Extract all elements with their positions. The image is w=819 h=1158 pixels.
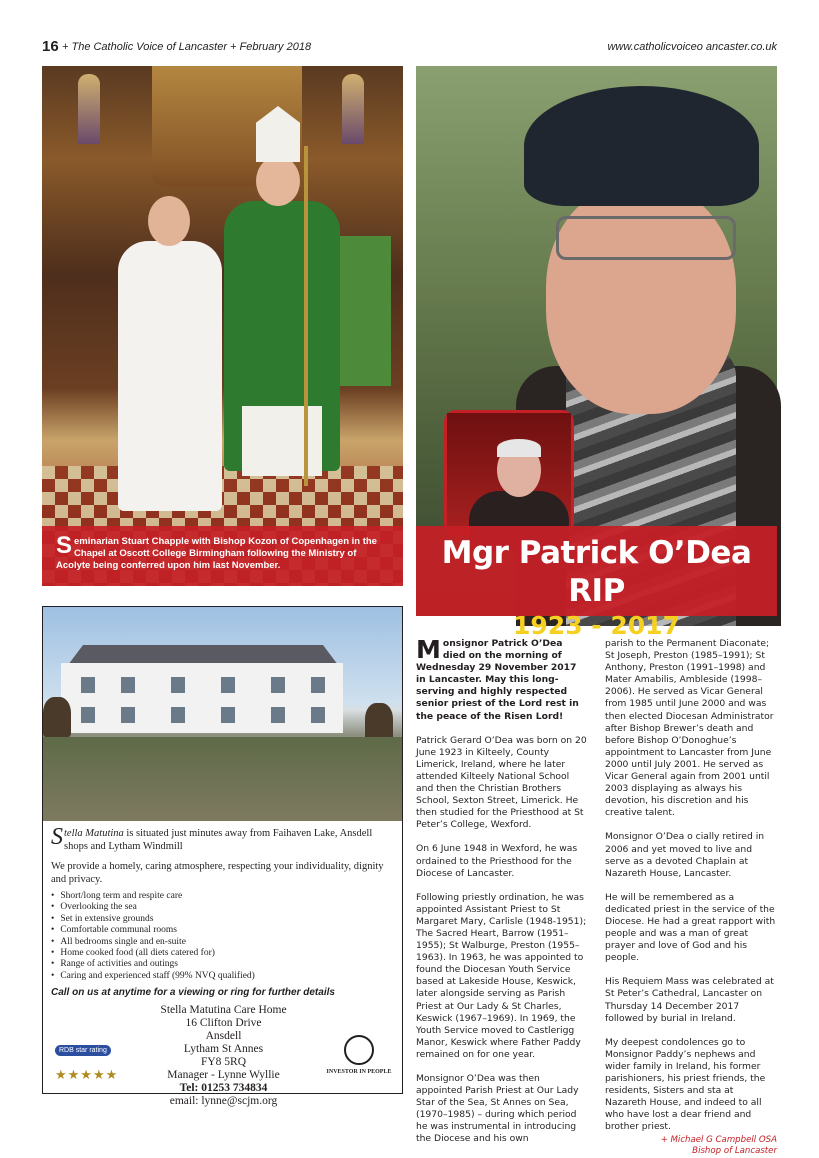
care-home-advert [42, 606, 403, 1108]
paragraph: On 6 June 1948 in Wexford, he was ordained to the Priesthood for the Diocese of Lancaster. [416, 843, 578, 879]
list-item: • Comfortable communal rooms [51, 925, 396, 936]
star-rating [55, 1047, 125, 1083]
paragraph: Patrick Gerard O’Dea was born on 20 June 1923 in Kilteely, County Limerick, Ireland, where he later attended Kilteely National School and then the Christian Brothers School, Sexton Street, Limerick. He then studied for the Priesthood at St Peter’s College, Wexford. [416, 734, 587, 831]
photo-caption [42, 526, 403, 586]
wreath-icon [344, 1035, 374, 1065]
flat-cap [524, 86, 759, 206]
bishop-figure [222, 106, 342, 506]
paragraph: Monsignor O’Dea o cially retired in 2006 and yet moved to live and serve as a devoted Chaplain at Nazareth House, Lancaster. [605, 831, 765, 879]
list-item: • Range of activities and outings [51, 959, 396, 970]
list-item: • Short/long term and respite care [51, 891, 396, 902]
rating-stars: ★★★★★ [55, 1067, 119, 1082]
article-column-1 [416, 635, 588, 1158]
signature-title: Bishop of Lancaster [692, 1146, 777, 1157]
advert-intro: Stella Matutina is situated just minutes away from Faihaven Lake, Ansdell shops and Lytham Windmill [51, 824, 373, 852]
email-address: email: lynne@scjm.org [169, 1095, 278, 1108]
caption-text: eminarian Stuart Chapple with Bishop Kozon of Copenhagen in the Chapel at Oscott College Birmingham following the Ministry of Acolyte being conferred upon him last November. [56, 536, 377, 571]
obituary-title: Mgr Patrick O’Dea RIP [441, 535, 752, 609]
signature [605, 1135, 777, 1157]
paragraph: He will be remembered as a dedicated priest in the service of the Diocese. He had a great rapport with people and was a man of great prayer and love of God and his people. [605, 891, 776, 964]
paragraph: parish to the Permanent Diaconate; St Joseph, Preston (1985–1991); St Anthony, Preston (1991–1998) and Mater Amabilis, Ambleside (1998–2006). He served as Vicar General from 1985 until June 2000 and was then elected Diocesan Administrator after Bishop Brewer’s death and before Bishop O’Donoghue’s appointment to Lancaster from June 2000 until July 2001. He served as Vicar General again from 2001 until 2003 displaying as always his devotion, his discretion and his creative talent. [605, 638, 774, 819]
page-number: 16 [42, 38, 59, 55]
phone-number: Tel: 01253 734834 [179, 1082, 268, 1095]
obituary-title-band [416, 526, 777, 640]
list-item: • Set in extensive grounds [51, 914, 396, 925]
list-item: • Home cooked food (all diets catered for) [51, 948, 396, 959]
feature-list [51, 891, 396, 982]
masthead: + The Catholic Voice of Lancaster + February 2018 [62, 41, 312, 53]
lead-drop-cap: M [416, 635, 441, 664]
seminarian-figure [110, 166, 230, 516]
call-to-action: Call on us at anytime for a viewing or ring for further details [51, 987, 335, 999]
list-item: • Caring and experienced staff (99% NVQ qualified) [51, 971, 396, 982]
signature-name: + Michael G Campbell OSA [660, 1135, 777, 1146]
paragraph: My deepest condolences go to Monsignor Paddy’s nephews and wider family in Ireland, his former parishioners, his priest friends, the residents, Sisters and sta at Nazareth House, and indeed to all who have lost a dear friend and brother priest. [605, 1036, 766, 1133]
lawn [43, 737, 402, 821]
list-item: • All bedrooms single and en-suite [51, 937, 396, 948]
inset-portrait [444, 410, 574, 536]
article-column-2 [605, 638, 777, 1157]
paragraph: Monsignor O’Dea was then appointed Parish Priest at Our Lady Star of the Sea, St Annes on Sea, (1970–1985) – during which period he was instrumental in introducing the Diocese and his own [416, 1073, 579, 1145]
investor-in-people-logo: INVESTOR IN PEOPLE [319, 1035, 399, 1075]
caption-drop-cap: S [56, 532, 73, 559]
page-header [42, 38, 777, 58]
advert-care-text: We provide a homely, caring atmosphere, respecting your individuality, dignity and privacy. [51, 861, 384, 885]
paragraph: Following priestly ordination, he was appointed Assistant Priest to St Margaret Mary, Carlisle (1948-1951); The Sacred Heart, Barrow (1951–1955); St Walburge, Preston (1955–1963). In 1963, he was appointed to found the Diocesan Youth Service based at Lakeside House, Keswick, later alongside serving as Parish Priest at Our Lady & St Charles, Keswick (1967–1969). In 1969, the Youth Service moved to Castlerigg Manor, Keswick where Father Paddy remained on for one year. [416, 891, 587, 1060]
obituary-years: 1923 - 2017 [513, 611, 680, 640]
crozier [304, 146, 308, 486]
rating-badge: RDB star rating [55, 1045, 111, 1056]
paragraph: His Requiem Mass was celebrated at St Peter’s Cathedral, Lancaster on Thursday 14 December 2017 followed by burial in Ireland. [605, 976, 774, 1024]
care-home-photo [43, 607, 402, 821]
stained-glass-window [78, 74, 100, 144]
article-lead: Monsignor Patrick O’Dea died on the morning of Wednesday 29 November 2017 in Lancaster. May this long-serving and highly respected senior priest of the Lord rest in the peace of the Risen Lord! [416, 635, 579, 722]
contact-address: Stella Matutina Care Home 16 Clifton Drive Ansdell Lytham St Annes FY8 5RQ Manager - Lynne Wyllie Tel: 01253 734834 email: lynne@scjm.org [51, 1004, 396, 1108]
list-item: • Overlooking the sea [51, 902, 396, 913]
stained-glass-window [342, 74, 364, 144]
seminarian-photo [42, 66, 403, 586]
glasses [556, 216, 736, 260]
obituary-portrait [416, 66, 777, 640]
website-url: www.catholicvoiceo ancaster.co.uk [607, 41, 777, 53]
